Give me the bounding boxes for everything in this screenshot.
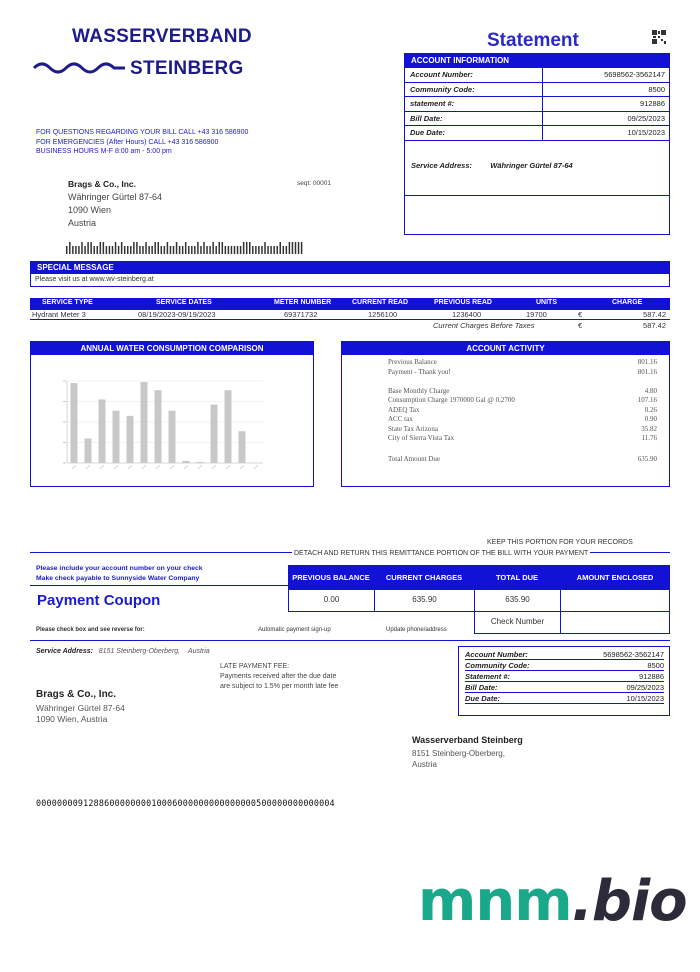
account-info-label: Account Number:	[405, 68, 543, 82]
barcode-bar	[103, 242, 105, 254]
remittance-label: Bill Date:	[465, 683, 498, 692]
chart-bar	[169, 411, 176, 463]
remittance-row	[465, 660, 664, 671]
remittance-label: Due Date:	[465, 694, 501, 703]
barcode-bar	[115, 242, 117, 254]
td-service-dates: 08/19/2023-09/19/2023	[138, 310, 216, 319]
chart-bar	[225, 390, 232, 463]
barcode-bar	[289, 242, 291, 254]
customer-country: Austria	[68, 218, 97, 228]
current-charges-value-cell: 635.90	[374, 589, 475, 612]
barcode-bar	[200, 246, 202, 254]
account-info-row	[405, 97, 669, 112]
barcode-bar	[136, 242, 138, 254]
barcode-bar	[225, 246, 227, 254]
barcode-bar	[127, 246, 129, 254]
coupon-instruction-payable: Make check payable to Sunnyside Water Company	[36, 574, 200, 582]
activity-value: 4.80	[644, 386, 657, 395]
barcode-bar	[252, 246, 254, 254]
barcode-bar	[206, 246, 208, 254]
barcode-bar	[75, 246, 77, 254]
chart-bar	[155, 390, 162, 463]
activity-value: 0.90	[644, 415, 657, 423]
coupon-customer-address	[36, 689, 125, 726]
remittance-label: Statement #:	[465, 672, 511, 681]
account-activity-rows	[342, 355, 669, 465]
barcode-bar	[237, 246, 239, 254]
td-units: 19700	[526, 310, 547, 319]
remittance-value: 10/15/2023	[626, 694, 664, 703]
barcode-bar	[130, 246, 132, 254]
autopay-option[interactable]	[258, 627, 331, 633]
barcode-bar	[66, 246, 68, 254]
payment-coupon-title: Payment Coupon	[37, 592, 161, 609]
activity-row	[388, 455, 657, 465]
sequence-number: seqt: 00001	[297, 180, 331, 187]
barcode-bar	[301, 242, 303, 254]
coupon-instruction-account: Please include your account number on your check	[36, 565, 203, 572]
td-current-read: 1256100	[368, 310, 398, 319]
detach-instructions: DETACH AND RETURN THIS REMITTANCE PORTION OF THE BILL WITH YOUR PAYMENT	[294, 550, 589, 557]
special-message-section	[30, 261, 670, 287]
barcode-bar	[139, 246, 141, 254]
activity-row	[388, 415, 657, 425]
amount-enclosed-field[interactable]	[560, 589, 670, 612]
account-information-box	[404, 53, 670, 235]
remit-street: 8151 Steinberg-Oberberg,	[412, 749, 505, 758]
barcode-bar	[243, 242, 245, 254]
barcode-bar	[87, 242, 89, 254]
activity-value: 35.82	[641, 424, 657, 433]
barcode-bar	[188, 246, 190, 254]
th-service-dates: SERVICE DATES	[156, 299, 212, 306]
coupon-service-address-label: Service Address:	[36, 648, 93, 655]
chart-x-tick	[226, 465, 230, 469]
statement-title: Statement	[487, 30, 579, 51]
remit-name: Wasserverband Steinberg	[412, 735, 523, 745]
barcode-bar	[295, 242, 297, 254]
account-information-header: ACCOUNT INFORMATION	[405, 54, 669, 68]
td-currency: €	[578, 310, 583, 319]
barcode-bar	[142, 246, 144, 254]
watermark-logo	[418, 869, 687, 934]
company-name-line1: WASSERVERBAND	[72, 26, 252, 47]
chart-bar	[197, 462, 204, 463]
barcode-bar	[194, 246, 196, 254]
chart-bar	[183, 461, 190, 463]
activity-label: ACC tax	[388, 415, 413, 423]
contact-info	[36, 128, 248, 157]
barcode-bar	[197, 242, 199, 254]
barcode-bar	[164, 246, 166, 254]
remittance-value: 5698562-3562147	[603, 650, 664, 659]
barcode-bar	[234, 246, 236, 254]
th-meter-number: METER NUMBER	[274, 299, 332, 306]
current-charges-value: 587.42	[643, 321, 666, 330]
chart-bar	[113, 411, 120, 463]
chart-x-tick	[198, 465, 202, 469]
th-previous-read: PREVIOUS READ	[434, 299, 492, 306]
barcode-bar	[81, 242, 83, 254]
barcode-bar	[215, 246, 217, 254]
account-info-row	[405, 68, 669, 83]
activity-value: 635.90	[637, 455, 657, 463]
barcode-bar	[292, 242, 294, 254]
barcode-bar	[246, 242, 248, 254]
th-charge: CHARGE	[612, 299, 643, 306]
chart-x-tick	[142, 465, 146, 469]
consumption-chart	[31, 355, 312, 485]
chart-x-tick	[72, 465, 76, 469]
barcode-bar	[100, 242, 102, 254]
barcode-bar	[222, 242, 224, 254]
th-previous-balance: PREVIOUS BALANCE	[288, 565, 374, 589]
watermark-part1: mnm	[418, 869, 572, 934]
chart-bar	[127, 416, 134, 463]
coupon-customer-street: Währinger Gürtel 87-64	[36, 702, 125, 713]
activity-row	[388, 377, 657, 387]
coupon-service-address-value: 8151 Steinberg-Oberberg,	[98, 648, 181, 655]
barcode-bar	[124, 246, 126, 254]
barcode-bar	[264, 242, 266, 254]
barcode-bar	[118, 246, 120, 254]
activity-value: 801.16	[637, 367, 657, 376]
chart-bar	[239, 431, 246, 463]
barcode-bar	[176, 242, 178, 254]
chart-bar	[211, 405, 218, 463]
current-charges-currency: €	[578, 321, 583, 330]
barcode-bar	[209, 246, 211, 254]
late-fee-line2: are subject to 1.5% per month late fee	[220, 683, 339, 690]
activity-row	[388, 425, 657, 435]
barcode-bar	[228, 246, 230, 254]
activity-value: 0.26	[644, 405, 657, 414]
barcode-bar	[273, 246, 275, 254]
barcode-bar	[179, 246, 181, 254]
barcode-bar	[121, 242, 123, 254]
customer-name: Brags & Co., Inc.	[68, 179, 137, 189]
barcode-bar	[72, 246, 74, 254]
barcode-bar	[112, 246, 114, 254]
barcode-bar	[240, 246, 242, 254]
activity-label: Consumption Charge 1970000 Gal @ 0.2700	[388, 396, 515, 404]
previous-balance-value: 0.00	[288, 589, 375, 612]
current-charges-label: Current Charges Before Taxes	[433, 321, 535, 330]
barcode-bar	[283, 246, 285, 254]
checkbox-note: Please check box and see reverse for:	[36, 627, 145, 633]
remittance-row	[465, 671, 664, 682]
activity-row	[388, 358, 657, 368]
special-message-text: Please visit us at www.wv-steinberg.at	[35, 276, 154, 283]
check-number-field[interactable]	[560, 611, 670, 634]
chart-x-tick	[100, 465, 104, 469]
account-info-value: 09/25/2023	[627, 113, 665, 123]
barcode-bar	[231, 246, 233, 254]
barcode-bar	[255, 246, 257, 254]
activity-label: Base Monthly Charge	[388, 386, 450, 395]
barcode-bar	[109, 246, 111, 254]
coupon-instructions	[36, 564, 203, 583]
remittance-account-rows	[465, 649, 664, 704]
remittance-value: 912886	[638, 672, 664, 681]
update-phone-label: Update phone/address	[386, 627, 447, 633]
customer-address	[68, 178, 162, 230]
activity-row	[388, 387, 657, 397]
service-table-row	[30, 310, 670, 320]
chart-bar	[71, 383, 78, 463]
activity-label: City of Sierra Vista Tax	[388, 434, 455, 442]
coupon-service-address-country: Austria	[187, 648, 210, 655]
barcode-bar	[158, 242, 160, 254]
special-message-header: SPECIAL MESSAGE	[31, 262, 669, 274]
barcode-bar	[154, 242, 156, 254]
chart-x-tick	[184, 465, 188, 469]
account-information-rows	[405, 68, 669, 141]
account-info-label: Community Code:	[405, 83, 543, 97]
wave-logo-icon	[32, 58, 127, 78]
remit-to-address	[412, 735, 523, 770]
remittance-row	[465, 682, 664, 693]
late-fee-title: LATE PAYMENT FEE:	[220, 663, 290, 670]
td-charge: 587.42	[643, 310, 666, 319]
barcode-bar	[78, 246, 80, 254]
th-amount-enclosed: AMOUNT ENCLOSED	[560, 565, 670, 589]
remittance-account-box	[458, 646, 670, 716]
barcode-bar	[185, 242, 187, 254]
remittance-label: Community Code:	[465, 661, 530, 670]
coupon-customer-city: 1090 Wien, Austria	[36, 714, 108, 724]
remittance-row	[465, 649, 664, 660]
barcode-bar	[161, 246, 163, 254]
barcode-bar	[170, 246, 172, 254]
coupon-table-header	[288, 565, 670, 589]
remittance-value: 09/25/2023	[626, 683, 664, 692]
service-table-header	[30, 298, 670, 310]
chart-x-tick	[86, 465, 90, 469]
barcode-bar	[84, 246, 86, 254]
consumption-chart-header: ANNUAL WATER CONSUMPTION COMPARISON	[31, 342, 313, 355]
account-info-value: 912886	[639, 99, 665, 109]
chart-x-tick	[170, 465, 174, 469]
account-info-row	[405, 126, 669, 141]
account-info-label: Due Date:	[405, 126, 543, 140]
barcode-bar	[191, 246, 193, 254]
barcode-bar	[280, 242, 282, 254]
chart-x-tick	[254, 465, 258, 469]
account-info-row	[405, 112, 669, 127]
qr-code-icon	[652, 30, 666, 44]
chart-x-tick	[240, 465, 244, 469]
customer-city: 1090 Wien	[68, 205, 112, 215]
watermark-part2: .bio	[571, 869, 687, 934]
check-number-label: Check Number	[474, 611, 561, 634]
td-previous-read: 1236400	[452, 310, 482, 319]
activity-row	[388, 406, 657, 416]
chart-x-tick	[128, 465, 132, 469]
consumption-chart-panel	[30, 341, 314, 487]
activity-row	[388, 368, 657, 378]
activity-label: Total Amount Due	[388, 455, 441, 463]
barcode-bar	[212, 242, 214, 254]
barcode-bar	[270, 246, 272, 254]
account-info-label: Bill Date:	[405, 112, 543, 126]
barcode-bar	[93, 246, 95, 254]
barcode-bar	[106, 246, 108, 254]
activity-row	[388, 396, 657, 406]
barcode-bar	[261, 246, 263, 254]
barcode-bar	[203, 242, 205, 254]
chart-x-tick	[212, 465, 216, 469]
account-info-value: 10/15/2023	[627, 128, 665, 138]
activity-row	[388, 444, 657, 454]
chart-bar	[141, 382, 148, 463]
activity-value: 801.16	[637, 358, 657, 366]
barcode-bar	[182, 246, 184, 254]
activity-label: ADEQ Tax	[388, 405, 420, 414]
th-units: UNITS	[536, 299, 557, 306]
barcode-bar	[173, 246, 175, 254]
barcode-bar	[267, 246, 269, 254]
barcode-bar	[133, 242, 135, 254]
chart-x-tick	[114, 465, 118, 469]
chart-x-tick	[156, 465, 160, 469]
current-charges-row	[30, 321, 670, 331]
chart-bar	[99, 399, 106, 463]
company-name-line2: STEINBERG	[130, 58, 244, 79]
account-info-value: 8500	[648, 84, 665, 94]
service-address-value: Währinger Gürtel 87-64	[490, 160, 573, 170]
barcode-bar	[219, 242, 221, 254]
keep-portion-note: KEEP THIS PORTION FOR YOUR RECORDS	[487, 539, 633, 546]
activity-value: 107.16	[637, 396, 657, 404]
activity-value: 11.76	[641, 434, 657, 442]
coupon-service-address	[36, 648, 210, 655]
barcode-bar	[148, 246, 150, 254]
coupon-customer-name: Brags & Co., Inc.	[36, 689, 117, 700]
coupon-divider	[30, 640, 670, 641]
postal-barcode	[66, 242, 306, 254]
th-current-charges: CURRENT CHARGES	[374, 565, 474, 589]
barcode-bar	[145, 242, 147, 254]
service-address-label: Service Address:	[411, 160, 473, 170]
customer-street: Währinger Gürtel 87-64	[68, 192, 163, 202]
barcode-bar	[90, 242, 92, 254]
late-fee-line1: Payments received after the due date	[220, 673, 337, 680]
td-service-type: Hydrant Meter 3	[32, 310, 86, 319]
late-fee-notice	[220, 662, 338, 692]
account-info-label: statement #:	[405, 97, 543, 111]
account-activity-panel	[341, 341, 670, 487]
barcode-bar	[167, 242, 169, 254]
update-phone-option[interactable]	[386, 627, 447, 633]
service-address	[405, 141, 669, 189]
remittance-row	[465, 693, 664, 704]
th-service-type: SERVICE TYPE	[42, 299, 93, 306]
contact-emergency: FOR EMERGENCIES (After Hours) CALL +43 316 586900	[36, 138, 219, 146]
barcode-bar	[151, 246, 153, 254]
contact-billing: FOR QUESTIONS REGARDING YOUR BILL CALL +43 316 586900	[36, 129, 249, 136]
barcode-bar	[298, 242, 300, 254]
activity-row	[388, 434, 657, 444]
barcode-bar	[69, 242, 71, 254]
td-meter-number: 69371732	[284, 310, 318, 319]
barcode-bar	[276, 246, 278, 254]
remittance-label: Account Number:	[465, 650, 528, 659]
autopay-label: Automatic payment sign-up	[258, 627, 331, 633]
barcode-bar	[97, 246, 99, 254]
remittance-value: 8500	[647, 661, 664, 670]
barcode-bar	[249, 242, 251, 254]
th-total-due: TOTAL DUE	[474, 565, 560, 589]
account-info-value: 5698562-3562147	[604, 70, 665, 79]
activity-label: State Tax Arizona	[388, 424, 438, 433]
account-info-row	[405, 83, 669, 98]
account-activity-header: ACCOUNT ACTIVITY	[342, 342, 669, 355]
remit-country: Austria	[412, 760, 437, 769]
total-due-value: 635.90	[474, 589, 561, 612]
contact-hours: BUSINESS HOURS M-F 8:00 am - 5:00 pm	[36, 148, 172, 155]
th-current-read: CURRENT READ	[352, 299, 408, 306]
activity-label: Payment - Thank you!	[388, 367, 451, 376]
coupon-instructions-underline	[30, 585, 288, 586]
chart-bar	[85, 438, 92, 463]
activity-label: Previous Balance	[388, 358, 437, 366]
barcode-bar	[286, 246, 288, 254]
barcode-bar	[258, 246, 260, 254]
ocr-scanline: 000000009128860000000010006000000000000000500000000000004	[36, 798, 335, 808]
